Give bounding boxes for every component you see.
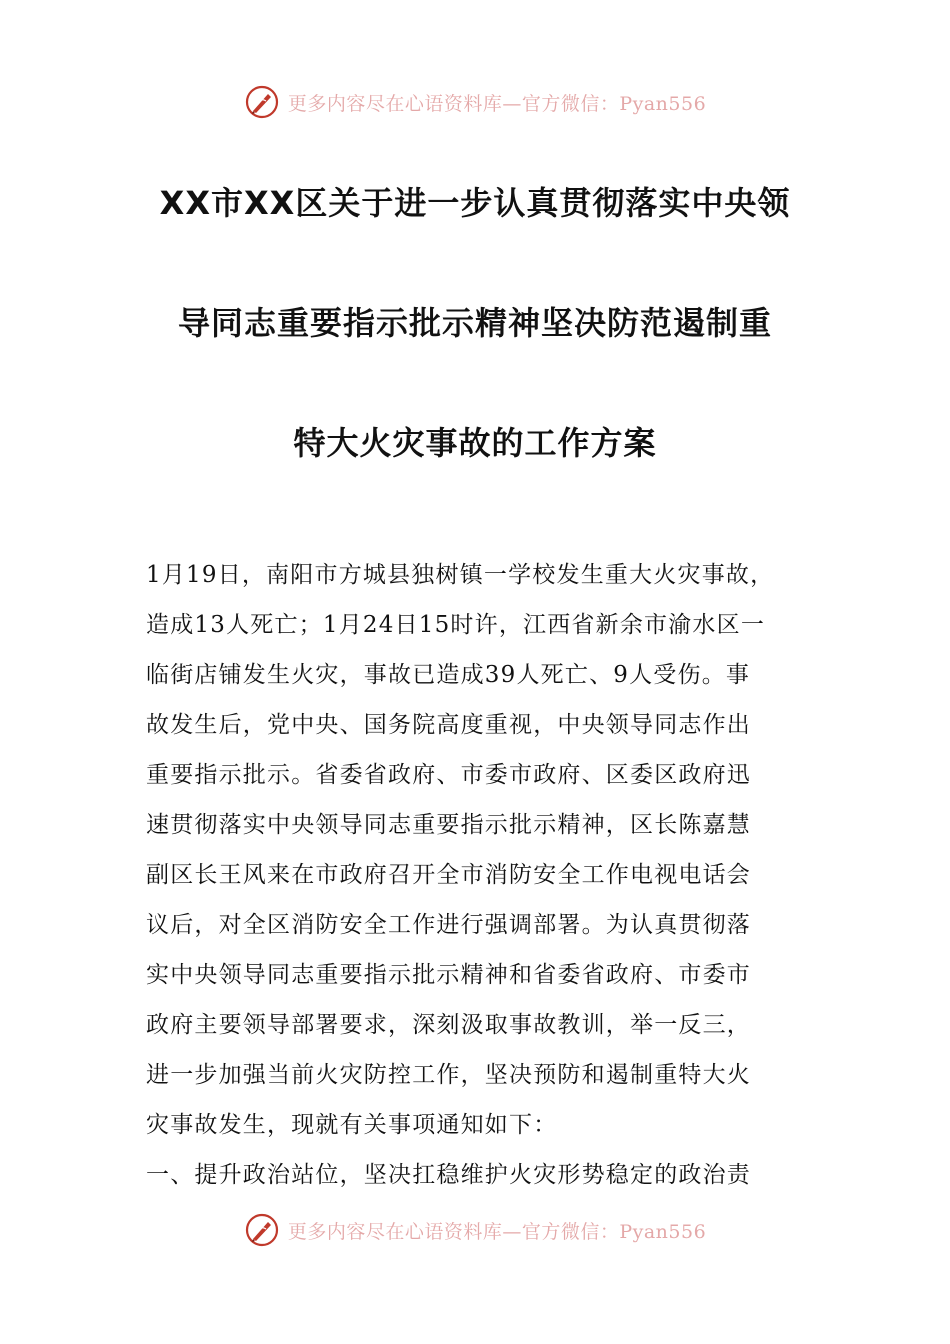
body-line: 1月19日，南阳市方城县独树镇一学校发生重大火灾事故，: [146, 562, 775, 588]
body-line: 灾事故发生，现就有关事项通知如下：: [146, 1112, 558, 1138]
body-line: 速贯彻落实中央领导同志重要指示批示精神，区长陈嘉慧: [146, 812, 751, 838]
document-title-line-3: 特大火灾事故的工作方案: [293, 424, 657, 462]
pen-logo-icon: [244, 84, 280, 120]
footer-watermark: [0, 1212, 950, 1248]
body-line: 议后，对全区消防安全工作进行强调部署。为认真贯彻落: [146, 912, 751, 938]
document-title-line-2: 导同志重要指示批示精神坚决防范遏制重: [177, 304, 772, 342]
pen-logo-icon: [244, 1212, 280, 1248]
watermark-text: 更多内容尽在心语资料库—官方微信：Pyan556: [287, 1220, 707, 1243]
body-line: 重要指示批示。省委省政府、市委市政府、区委区政府迅: [146, 762, 751, 788]
header-watermark: [0, 84, 950, 120]
body-paragraph: [146, 550, 814, 1200]
body-line: 造成13人死亡；1月24日15时许，江西省新余市渝水区一: [146, 612, 766, 638]
section-heading-line: 一、提升政治站位，坚决扛稳维护火灾形势稳定的政治责: [146, 1162, 751, 1188]
document-title-line-1: XX市XX区关于进一步认真贯彻落实中央领: [159, 184, 791, 222]
body-line: 进一步加强当前火灾防控工作，坚决预防和遏制重特大火: [146, 1062, 751, 1088]
body-line: 故发生后，党中央、国务院高度重视，中央领导同志作出: [146, 712, 751, 738]
body-line: 实中央领导同志重要指示批示精神和省委省政府、市委市: [146, 962, 751, 988]
body-line: 政府主要领导部署要求，深刻汲取事故教训，举一反三，: [146, 1012, 751, 1038]
body-line: 临街店铺发生火灾，事故已造成39人死亡、9人受伤。事: [146, 662, 751, 688]
body-line: 副区长王风来在市政府召开全市消防安全工作电视电话会: [146, 862, 751, 888]
watermark-text: 更多内容尽在心语资料库—官方微信：Pyan556: [287, 92, 707, 115]
